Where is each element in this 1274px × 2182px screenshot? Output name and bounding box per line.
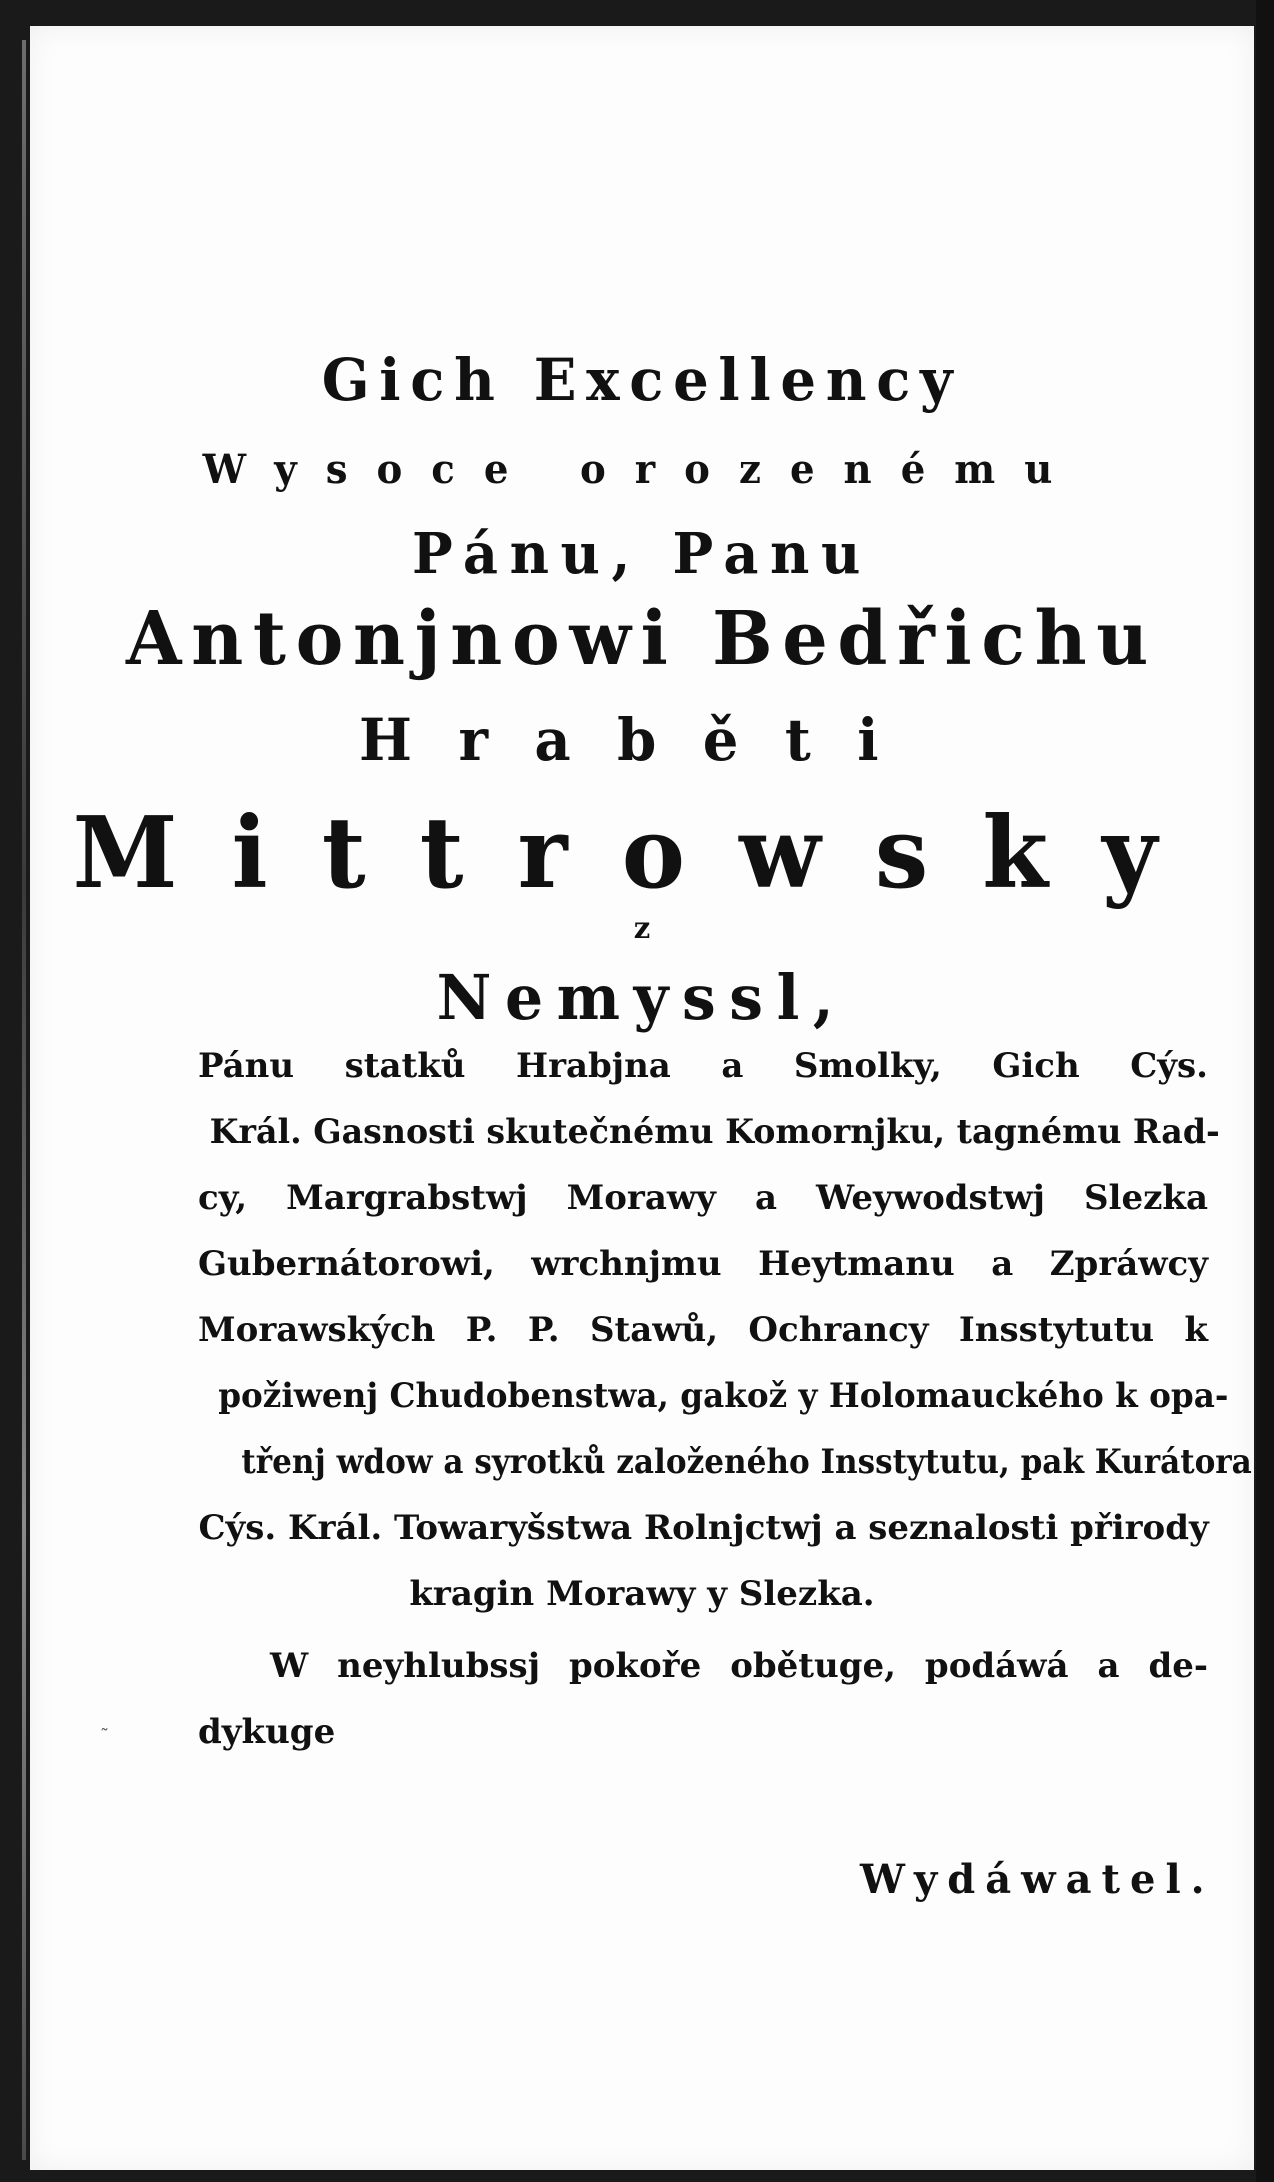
- body-line-2: Král. Gasnosti skutečnému Komornjku, tagnému Rad-: [209, 1112, 1220, 1152]
- binding-edge: [22, 40, 26, 2160]
- heading-antonjnowi: Antonjnowi Bedřichu: [125, 596, 1158, 682]
- heading-nemyssl: Nemyssl,: [436, 961, 848, 1034]
- scan-right-border: [1256, 0, 1274, 2182]
- publisher-signature: Wydáwatel.: [860, 1856, 1215, 1903]
- heading-hrabeti: Hraběti: [359, 706, 925, 774]
- body-line-3: cy, Margrabstwj Morawy a Weywodstwj Slezka: [198, 1178, 1208, 1218]
- dedication-text-line-1: W neyhlubssj pokoře obětuge, podáwá a de-: [270, 1646, 1208, 1686]
- body-line-5: Morawských P. P. Stawů, Ochrancy Insstytutu k: [198, 1310, 1208, 1350]
- body-line-7: třenj wdow a syrotků založeného Insstytutu, pak Kurátora: [241, 1442, 1252, 1482]
- body-line-9: kragin Morawy y Slezka.: [409, 1574, 875, 1614]
- ink-speck: ˜: [100, 1726, 109, 1747]
- heading-wysoce: Wysoce orozenému: [202, 446, 1082, 493]
- book-page: [30, 26, 1254, 2170]
- body-line-4: Gubernátorowi, wrchnjmu Heytmanu a Zpráwcy: [198, 1244, 1208, 1284]
- heading-panu: Pánu, Panu: [412, 521, 872, 587]
- heading-mittrowsky: Mittrowsky: [72, 796, 1212, 911]
- body-line-8: Cýs. Král. Towaryšstwa Rolnjctwj a seznalosti přirody: [198, 1508, 1209, 1548]
- dedication-text-line-2: dykuge: [198, 1712, 336, 1752]
- body-line-1: Pánu statků Hrabjna a Smolky, Gich Cýs.: [198, 1046, 1208, 1086]
- body-line-6: požiwenj Chudobenstwa, gakož y Holomauckého k opa-: [218, 1376, 1229, 1416]
- heading-excellency: Gich Excellency: [321, 346, 963, 414]
- heading-z: z: [633, 911, 651, 946]
- page-content: [30, 26, 1254, 2170]
